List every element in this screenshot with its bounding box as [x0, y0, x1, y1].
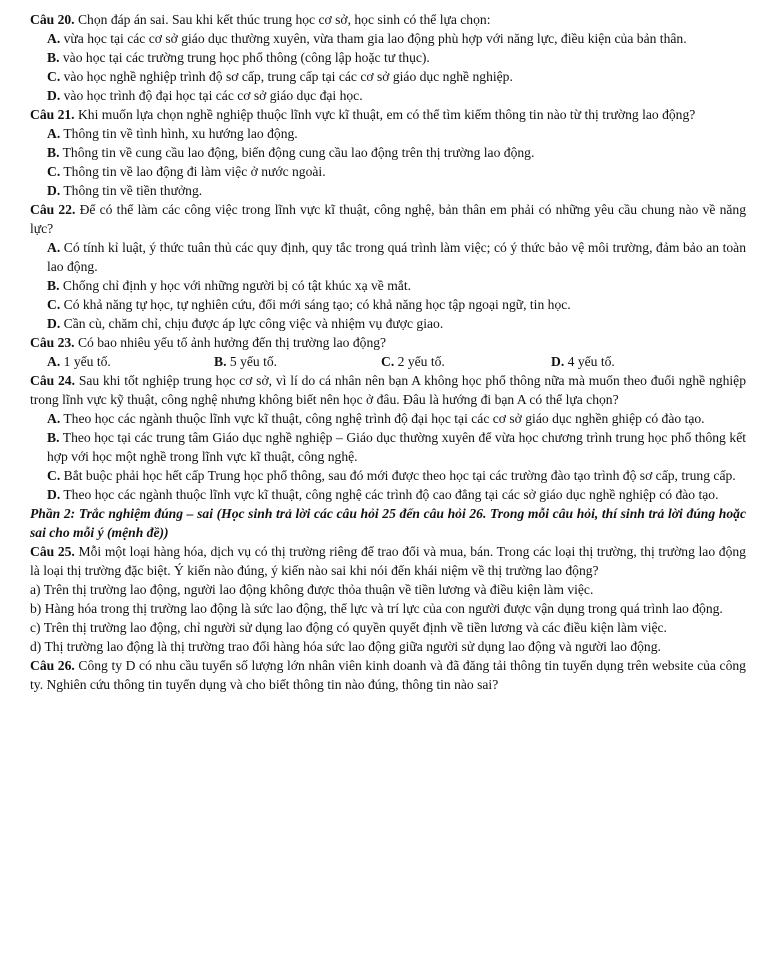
option-text: 4 yếu tố.: [567, 354, 615, 369]
option-key: D.: [551, 354, 565, 369]
option-text: Theo học các ngành thuộc lĩnh vực kĩ thuật, công nghệ các trình độ cao đẳng tại các sở giáo dục nghề nghiệp có đào tạo.: [63, 487, 719, 502]
option-key: A.: [47, 31, 61, 46]
option-22-b: [47, 276, 746, 295]
option-20-b: [47, 48, 746, 67]
option-key: B.: [47, 430, 60, 445]
option-key: C.: [47, 468, 61, 483]
option-23-b: [214, 352, 381, 371]
question-26: [30, 656, 746, 694]
option-key: A.: [47, 126, 61, 141]
option-text: vừa học tại các cơ sở giáo dục thường xuyên, vừa tham gia lao động phù hợp với năng lực, điều kiện của bản thân.: [63, 31, 687, 46]
question-25: [30, 542, 746, 580]
question-24: [30, 371, 746, 409]
option-key: B.: [214, 354, 227, 369]
option-text: vào học nghề nghiệp trình độ sơ cấp, trung cấp tại các cơ sở giáo dục nghề nghiệp.: [63, 69, 513, 84]
option-key: C.: [47, 164, 61, 179]
question-label: Câu 22.: [30, 202, 76, 217]
question-text: Chọn đáp án sai. Sau khi kết thúc trung học cơ sở, học sinh có thể lựa chọn:: [77, 12, 491, 27]
option-key: A.: [47, 411, 61, 426]
option-text: Thông tin về lao động đi làm việc ở nước ngoài.: [63, 164, 326, 179]
question-label: Câu 26.: [30, 658, 75, 673]
options-23-row: [47, 352, 746, 371]
question-text: Để có thể làm các công việc trong lĩnh vực kĩ thuật, công nghệ, bản thân em phải có những yêu cầu chung nào về năng lực?: [30, 202, 746, 236]
question-text: Công ty D có nhu cầu tuyển số lượng lớn nhân viên kinh doanh và đã đăng tải thông tin tuyển dụng trên website của công ty. Nghiên cứu thông tin tuyển dụng và cho biết thông tin nào đúng, thông tin nào sai?: [30, 658, 746, 692]
option-key: C.: [381, 354, 395, 369]
statement-25-d: d) Thị trường lao động là thị trường trao đổi hàng hóa sức lao động giữa người sử dụng lao động và người lao động.: [30, 639, 661, 654]
option-key: D.: [47, 316, 61, 331]
option-text: Thông tin về cung cầu lao động, biến động cung cầu lao động trên thị trường lao động.: [62, 145, 535, 160]
option-24-c: [47, 466, 746, 485]
statement-25-a: a) Trên thị trường lao động, người lao động không được thỏa thuận về tiền lương và điều kiện làm việc.: [30, 582, 594, 597]
option-23-a: [47, 352, 214, 371]
option-20-d: [47, 86, 746, 105]
option-text: Có khả năng tự học, tự nghiên cứu, đổi mới sáng tạo; có khả năng học tập ngoại ngữ, tin học.: [63, 297, 571, 312]
option-21-d: [47, 181, 746, 200]
question-21: [30, 105, 746, 124]
question-text: Có bao nhiêu yếu tố ảnh hưởng đến thị trường lao động?: [77, 335, 387, 350]
option-text: Theo học các ngành thuộc lĩnh vực kĩ thuật, công nghệ trình độ đại học tại các cơ sở giáo dục nghền ghiệp có đào tạo.: [63, 411, 705, 426]
option-text: Thông tin về tiền thưởng.: [63, 183, 203, 198]
option-key: D.: [47, 487, 61, 502]
option-21-c: [47, 162, 746, 181]
option-text: Bắt buộc phải học hết cấp Trung học phổ thông, sau đó mới được theo học tại các trường đào tạo trình độ sơ cấp, trung cấp.: [63, 468, 736, 483]
option-key: B.: [47, 145, 60, 160]
option-text: vào học tại các trường trung học phổ thông (công lập hoặc tư thục).: [62, 50, 430, 65]
question-text: Sau khi tốt nghiệp trung học cơ sở, vì lí do cá nhân nên bạn A không học phổ thông nữa mà muốn theo đuổi nghề nghiệp trong lĩnh vực kỹ thuật, công nghệ nhưng không biết nên học ở đâu. Đâu là hướng đi bạn A có thể lựa chọn?: [30, 373, 746, 407]
option-key: B.: [47, 278, 60, 293]
option-text: 2 yếu tố.: [397, 354, 445, 369]
option-key: D.: [47, 183, 61, 198]
statement-25-c: c) Trên thị trường lao động, chỉ người sử dụng lao động có quyền quyết định về tiền lương và các điều kiện làm việc.: [30, 620, 667, 635]
option-key: A.: [47, 240, 61, 255]
question-20: [30, 10, 746, 29]
option-text: Theo học tại các trung tâm Giáo dục nghề nghiệp – Giáo dục thường xuyên để vừa học chương trình trung học phổ thông kết hợp với học một nghề trong lĩnh vực kĩ thuật, công nghệ.: [47, 430, 747, 464]
option-key: C.: [47, 297, 61, 312]
question-label: Câu 24.: [30, 373, 75, 388]
option-22-c: [47, 295, 746, 314]
option-22-d: [47, 314, 746, 333]
option-text: 1 yếu tố.: [63, 354, 111, 369]
option-key: D.: [47, 88, 61, 103]
option-22-a: [47, 238, 746, 276]
question-label: Câu 20.: [30, 12, 75, 27]
option-20-c: [47, 67, 746, 86]
statement-25-b: b) Hàng hóa trong thị trường lao động là sức lao động, thể lực và trí lực của con người được vận dụng trong quá trình lao động.: [30, 601, 723, 616]
option-23-d: [551, 352, 615, 371]
option-23-c: [381, 352, 551, 371]
question-text: Khi muốn lựa chọn nghề nghiệp thuộc lĩnh vực kĩ thuật, em có thể tìm kiếm thông tin nào từ thị trường lao động?: [77, 107, 696, 122]
option-text: Thông tin về tình hình, xu hướng lao động.: [63, 126, 298, 141]
question-text: Mỗi một loại hàng hóa, dịch vụ có thị trường riêng để trao đổi và mua, bán. Trong các loại thị trường, thị trường lao động là loại thị trường đặc biệt. Ý kiến nào đúng, ý kiến nào sai khi nói đến khái niệm về thị trường lao động?: [30, 544, 746, 578]
option-20-a: [47, 29, 746, 48]
question-22: [30, 200, 746, 238]
option-text: Có tính kỉ luật, ý thức tuân thủ các quy định, quy tắc trong quá trình làm việc; có ý thức bảo vệ môi trường, đảm bảo an toàn lao động.: [47, 240, 747, 274]
option-24-a: [47, 409, 746, 428]
option-24-d: [47, 485, 746, 504]
question-label: Câu 25.: [30, 544, 75, 559]
option-text: Chống chỉ định y học với những người bị có tật khúc xạ về mắt.: [62, 278, 412, 293]
question-label: Câu 23.: [30, 335, 75, 350]
option-24-b: [47, 428, 746, 466]
option-21-b: [47, 143, 746, 162]
option-text: 5 yếu tố.: [229, 354, 278, 369]
question-label: Câu 21.: [30, 107, 75, 122]
option-key: B.: [47, 50, 60, 65]
option-text: Cần cù, chăm chỉ, chịu được áp lực công việc và nhiệm vụ được giao.: [63, 316, 444, 331]
option-text: vào học trình độ đại học tại các cơ sở giáo dục đại học.: [63, 88, 363, 103]
option-key: C.: [47, 69, 61, 84]
option-key: A.: [47, 354, 61, 369]
option-21-a: [47, 124, 746, 143]
section-heading-part-2: Phần 2: Trắc nghiệm đúng – sai (Học sinh trả lời các câu hỏi 25 đến câu hỏi 26. Trong mỗi câu hỏi, thí sinh trả lời đúng hoặc sai cho mỗi ý (mệnh đề)): [30, 506, 746, 540]
question-23: [30, 333, 746, 352]
